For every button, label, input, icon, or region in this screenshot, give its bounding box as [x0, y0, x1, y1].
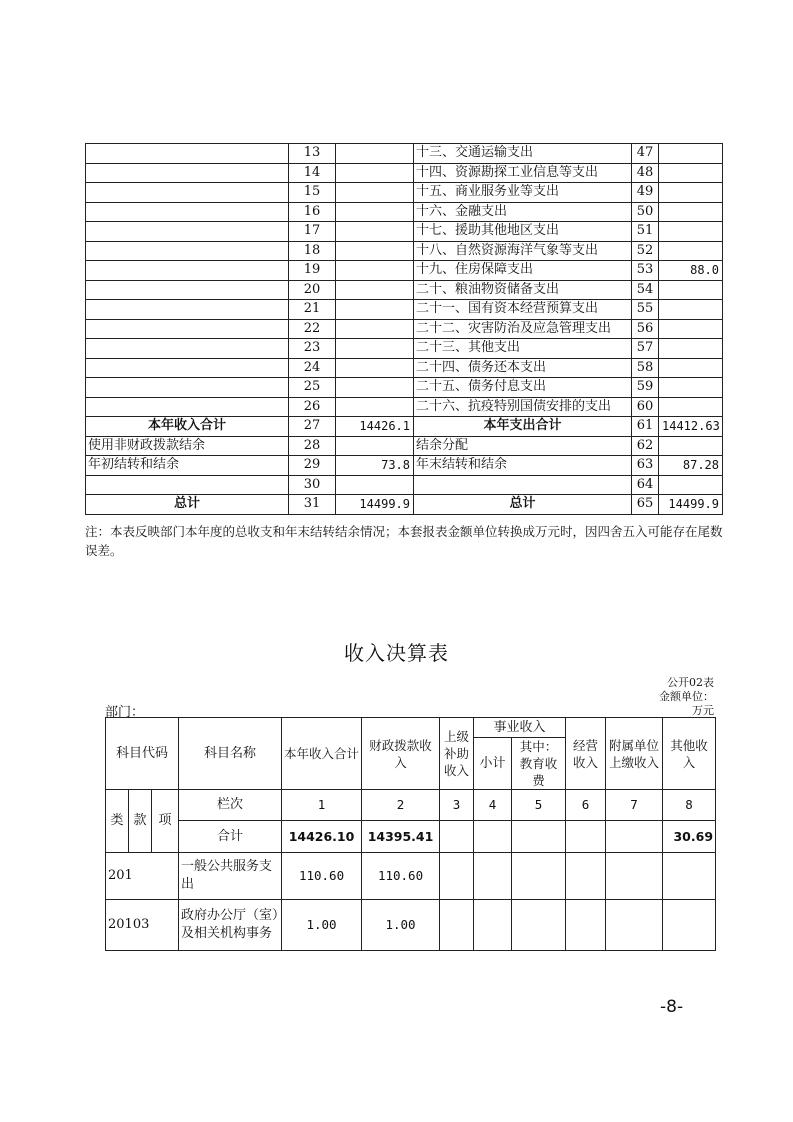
expense-amount: 87.28: [659, 456, 723, 476]
expense-line-no: 48: [632, 163, 659, 183]
income-line-no: 27: [289, 417, 336, 437]
expense-amount: [659, 144, 723, 164]
expense-line-no: 60: [632, 397, 659, 417]
expense-amount: [659, 300, 723, 320]
expense-label: 十六、金融支出: [414, 202, 632, 222]
expense-line-no: 55: [632, 300, 659, 320]
income-line-no: 16: [289, 202, 336, 222]
summary-row: [86, 397, 723, 417]
table-row: [106, 900, 716, 951]
header-category: 类: [106, 790, 129, 853]
expense-amount: [659, 202, 723, 222]
income-label: 本年收入合计: [86, 417, 289, 437]
income-label: [86, 319, 289, 339]
col-number: 1: [282, 790, 362, 821]
unit-value: 万元: [692, 704, 714, 717]
income-amount: [336, 202, 414, 222]
summary-row: [86, 222, 723, 242]
income-label: 使用非财政拨款结余: [86, 436, 289, 456]
income-line-no: 28: [289, 436, 336, 456]
summary-row: [86, 378, 723, 398]
expense-label: 十四、资源勘探工业信息等支出: [414, 163, 632, 183]
expense-label: 十五、商业服务业等支出: [414, 183, 632, 203]
summary-row: [86, 261, 723, 281]
expense-line-no: 64: [632, 475, 659, 495]
total-row-total: 14426.10: [282, 821, 362, 853]
income-label: [86, 475, 289, 495]
expense-amount: [659, 183, 723, 203]
expense-label: [414, 475, 632, 495]
row-fiscal: 1.00: [362, 900, 440, 951]
summary-row: [86, 280, 723, 300]
income-label: [86, 358, 289, 378]
income-label: [86, 222, 289, 242]
expense-line-no: 57: [632, 339, 659, 359]
header-name: 科目名称: [179, 718, 282, 790]
expense-label: 二十五、债务付息支出: [414, 378, 632, 398]
expense-line-no: 51: [632, 222, 659, 242]
row-code: 201: [106, 853, 179, 900]
expense-amount: [659, 319, 723, 339]
income-line-no: 15: [289, 183, 336, 203]
expense-amount: [659, 280, 723, 300]
expense-label: 结余分配: [414, 436, 632, 456]
income-label: [86, 300, 289, 320]
summary-table: [85, 143, 723, 515]
header-business-income: 事业收入: [474, 718, 566, 738]
expense-label: 年末结转和结余: [414, 456, 632, 476]
income-amount: [336, 397, 414, 417]
income-table: [105, 717, 716, 951]
income-amount: [336, 378, 414, 398]
col-number: 4: [474, 790, 512, 821]
summary-row: [86, 339, 723, 359]
income-label: [86, 339, 289, 359]
header-fiscal: 财政拨款收入: [362, 718, 440, 790]
row-name: 一般公共服务支出: [179, 853, 282, 900]
expense-amount: 14499.9: [659, 495, 723, 515]
expense-line-no: 49: [632, 183, 659, 203]
expense-line-no: 52: [632, 241, 659, 261]
income-line-no: 25: [289, 378, 336, 398]
header-section: 款: [129, 790, 152, 853]
income-amount: [336, 339, 414, 359]
expense-label: 本年支出合计: [414, 417, 632, 437]
income-label: 年初结转和结余: [86, 456, 289, 476]
summary-row: [86, 202, 723, 222]
col-number: 6: [566, 790, 606, 821]
income-label: [86, 378, 289, 398]
summary-row: [86, 300, 723, 320]
form-number: 公开02表: [667, 676, 714, 689]
income-line-no: 17: [289, 222, 336, 242]
income-amount: [336, 319, 414, 339]
expense-label: 十七、援助其他地区支出: [414, 222, 632, 242]
income-amount: [336, 163, 414, 183]
expense-label: 二十四、债务还本支出: [414, 358, 632, 378]
col-number: 7: [606, 790, 663, 821]
unit-label: 金额单位：: [659, 690, 714, 703]
income-label: [86, 183, 289, 203]
income-line-no: 13: [289, 144, 336, 164]
col-number: 2: [362, 790, 440, 821]
income-label: [86, 163, 289, 183]
col-number: 8: [663, 790, 716, 821]
income-line-no: 30: [289, 475, 336, 495]
expense-line-no: 63: [632, 456, 659, 476]
summary-row: [86, 319, 723, 339]
expense-label: 二十一、国有资本经营预算支出: [414, 300, 632, 320]
income-label: [86, 280, 289, 300]
expense-amount: [659, 397, 723, 417]
total-row-label: 合计: [179, 821, 282, 853]
income-label: [86, 261, 289, 281]
expense-line-no: 54: [632, 280, 659, 300]
income-line-no: 21: [289, 300, 336, 320]
summary-row: [86, 456, 723, 476]
summary-row: [86, 417, 723, 437]
summary-row: [86, 495, 723, 515]
header-other: 其他收入: [663, 718, 716, 790]
expense-amount: [659, 436, 723, 456]
total-row-fiscal: 14395.41: [362, 821, 440, 853]
expense-amount: [659, 241, 723, 261]
income-line-no: 19: [289, 261, 336, 281]
income-line-no: 23: [289, 339, 336, 359]
table-row: [106, 853, 716, 900]
col-number: 3: [440, 790, 474, 821]
row-fiscal: 110.60: [362, 853, 440, 900]
header-total-income: 本年收入合计: [282, 718, 362, 790]
row-total: 1.00: [282, 900, 362, 951]
header-operating: 经营收入: [566, 718, 606, 790]
expense-amount: [659, 222, 723, 242]
expense-line-no: 50: [632, 202, 659, 222]
summary-row: [86, 183, 723, 203]
summary-row: [86, 358, 723, 378]
header-code: 科目代码: [106, 718, 179, 790]
page-title: 收入决算表: [344, 641, 449, 665]
income-amount: [336, 222, 414, 242]
summary-row: [86, 436, 723, 456]
expense-amount: [659, 339, 723, 359]
expense-amount: [659, 378, 723, 398]
expense-line-no: 65: [632, 495, 659, 515]
income-label: [86, 202, 289, 222]
expense-amount: [659, 475, 723, 495]
expense-label: 二十三、其他支出: [414, 339, 632, 359]
expense-label: 十八、自然资源海洋气象等支出: [414, 241, 632, 261]
row-name: 政府办公厅（室）及相关机构事务: [179, 900, 282, 951]
header-item: 项: [152, 790, 179, 853]
income-line-no: 26: [289, 397, 336, 417]
income-label: [86, 397, 289, 417]
expense-label: 十九、住房保障支出: [414, 261, 632, 281]
header-column-no: 栏次: [179, 790, 282, 821]
income-line-no: 18: [289, 241, 336, 261]
expense-amount: 14412.63: [659, 417, 723, 437]
expense-line-no: 47: [632, 144, 659, 164]
income-amount: [336, 183, 414, 203]
summary-row: [86, 241, 723, 261]
income-amount: 14426.1: [336, 417, 414, 437]
income-amount: [336, 144, 414, 164]
total-row-other: 30.69: [663, 821, 716, 853]
header-superior-subsidy: 上级补助收入: [440, 718, 474, 790]
expense-label: 二十、粮油物资储备支出: [414, 280, 632, 300]
income-amount: [336, 261, 414, 281]
summary-row: [86, 475, 723, 495]
income-label: 总计: [86, 495, 289, 515]
expense-label: 二十二、灾害防治及应急管理支出: [414, 319, 632, 339]
expense-line-no: 53: [632, 261, 659, 281]
summary-row: [86, 163, 723, 183]
income-amount: [336, 358, 414, 378]
col-number: 5: [512, 790, 566, 821]
expense-amount: 88.0: [659, 261, 723, 281]
expense-label: 总计: [414, 495, 632, 515]
expense-line-no: 56: [632, 319, 659, 339]
department-label: 部门：: [105, 705, 145, 720]
income-line-no: 24: [289, 358, 336, 378]
header-affiliated: 附属单位上缴收入: [606, 718, 663, 790]
income-amount: 73.8: [336, 456, 414, 476]
page-number: -8-: [660, 997, 684, 1017]
income-amount: [336, 280, 414, 300]
income-line-no: 20: [289, 280, 336, 300]
income-amount: 14499.9: [336, 495, 414, 515]
income-line-no: 22: [289, 319, 336, 339]
expense-line-no: 62: [632, 436, 659, 456]
header-subtotal: 小计: [474, 738, 512, 790]
expense-line-no: 61: [632, 417, 659, 437]
table-note: 注：本表反映部门本年度的总收支和年末结转结余情况；本套报表金额单位转换成万元时，因四舍五入可能存在尾数误差。: [85, 524, 723, 558]
income-amount: [336, 241, 414, 261]
expense-line-no: 59: [632, 378, 659, 398]
expense-line-no: 58: [632, 358, 659, 378]
expense-amount: [659, 358, 723, 378]
income-amount: [336, 300, 414, 320]
income-line-no: 31: [289, 495, 336, 515]
income-amount: [336, 436, 414, 456]
income-line-no: 14: [289, 163, 336, 183]
row-total: 110.60: [282, 853, 362, 900]
income-line-no: 29: [289, 456, 336, 476]
row-code: 20103: [106, 900, 179, 951]
income-label: [86, 144, 289, 164]
income-amount: [336, 475, 414, 495]
income-label: [86, 241, 289, 261]
expense-label: 二十六、抗疫特别国债安排的支出: [414, 397, 632, 417]
header-edu-fees: 其中：教育收费: [512, 738, 566, 790]
expense-label: 十三、交通运输支出: [414, 144, 632, 164]
expense-amount: [659, 163, 723, 183]
summary-row: [86, 144, 723, 164]
